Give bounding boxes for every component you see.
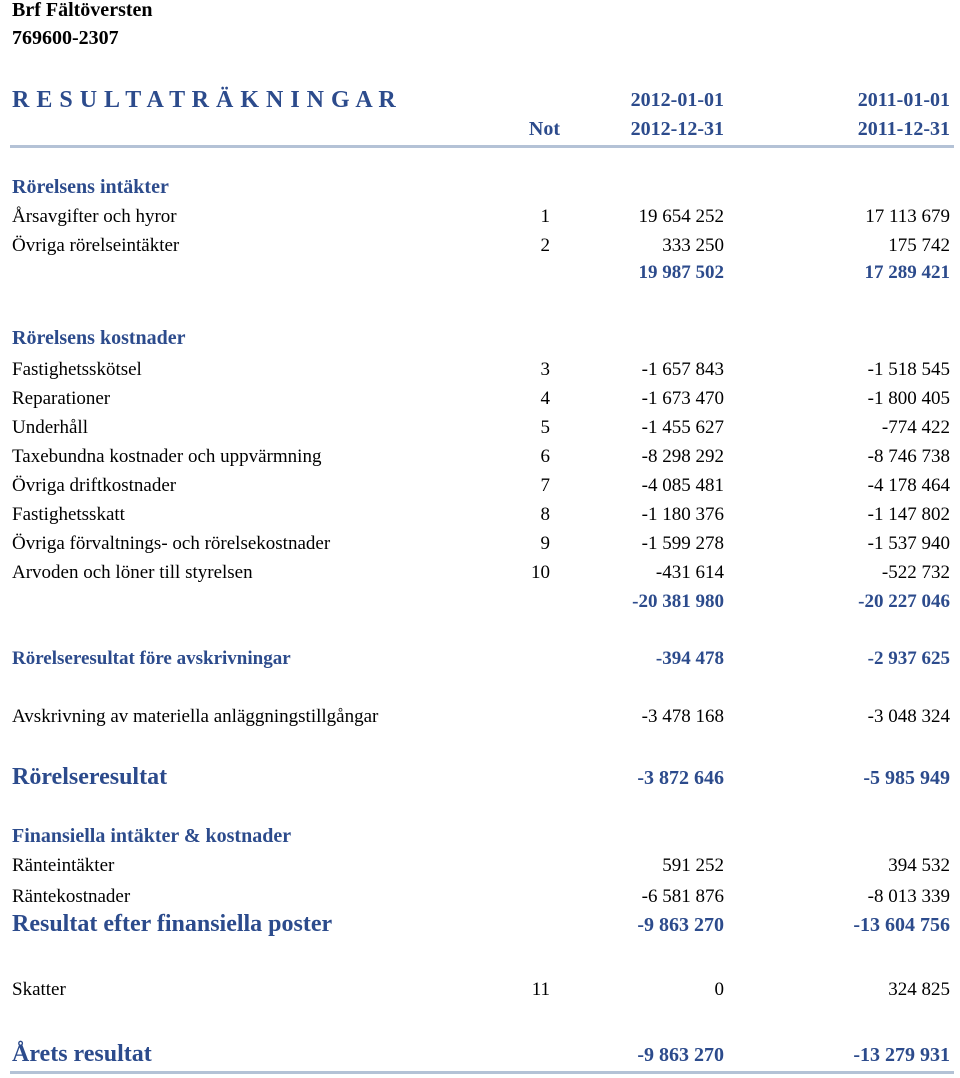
row-note: 4 bbox=[540, 388, 550, 409]
row-label: Taxebundna kostnader och uppvärmning bbox=[12, 446, 322, 467]
cost-total-2012: -20 381 980 bbox=[632, 591, 724, 612]
cost-row bbox=[0, 417, 960, 443]
row-label: Rörelseresultat bbox=[12, 764, 168, 790]
cost-total-row bbox=[0, 591, 960, 617]
row-note: 1 bbox=[540, 206, 550, 227]
organization-name: Brf Fältöversten bbox=[12, 0, 153, 21]
cost-row bbox=[0, 475, 960, 501]
income-row bbox=[0, 206, 960, 232]
year-result-row bbox=[0, 1041, 960, 1067]
row-label: Fastighetsskatt bbox=[12, 504, 125, 525]
row-value-2012: -9 863 270 bbox=[637, 1044, 724, 1066]
depreciation-row bbox=[0, 706, 960, 732]
row-label: Avskrivning av materiella anläggningstillgångar bbox=[12, 706, 379, 727]
row-value-2012: 333 250 bbox=[662, 235, 724, 256]
row-value-2012: -8 298 292 bbox=[641, 446, 724, 467]
row-value-2011: -13 279 931 bbox=[853, 1044, 950, 1066]
row-value-2012: -3 478 168 bbox=[641, 706, 724, 727]
row-label: Årsavgifter och hyror bbox=[12, 206, 177, 227]
row-note: 11 bbox=[531, 979, 550, 1000]
row-label: Skatter bbox=[12, 979, 66, 1000]
row-value-2012: -1 455 627 bbox=[641, 417, 724, 438]
row-value-2011: -1 537 940 bbox=[867, 533, 950, 554]
row-value-2011: -13 604 756 bbox=[853, 914, 950, 936]
row-label: Arvoden och löner till styrelsen bbox=[12, 562, 253, 583]
cost-row bbox=[0, 533, 960, 559]
row-label: Resultat efter finansiella poster bbox=[12, 911, 333, 937]
period1-start-header: 2012-01-01 bbox=[630, 89, 724, 111]
cost-row bbox=[0, 504, 960, 530]
row-value-2011: 175 742 bbox=[888, 235, 950, 256]
row-value-2012: -9 863 270 bbox=[637, 914, 724, 936]
row-value-2011: -8 746 738 bbox=[867, 446, 950, 467]
row-label: Underhåll bbox=[12, 417, 88, 438]
cost-row bbox=[0, 359, 960, 385]
pre-depreciation-row bbox=[0, 648, 960, 674]
row-value-2012: -3 872 646 bbox=[637, 767, 724, 789]
row-value-2011: -1 800 405 bbox=[867, 388, 950, 409]
row-value-2012: -1 180 376 bbox=[641, 504, 724, 525]
row-value-2012: -394 478 bbox=[655, 648, 724, 669]
row-value-2011: -2 937 625 bbox=[867, 648, 950, 669]
financial-row bbox=[0, 855, 960, 881]
income-row bbox=[0, 235, 960, 261]
row-value-2012: -431 614 bbox=[655, 562, 724, 583]
row-note: 8 bbox=[540, 504, 550, 525]
row-value-2012: -1 673 470 bbox=[641, 388, 724, 409]
note-header: Not bbox=[528, 118, 560, 140]
cost-total-2011: -20 227 046 bbox=[858, 591, 950, 612]
row-value-2012: -4 085 481 bbox=[641, 475, 724, 496]
taxes-row bbox=[0, 979, 960, 1005]
income-total-row bbox=[0, 262, 960, 288]
page-title: R E S U L T A T R Ä K N I N G A R bbox=[12, 87, 397, 113]
period2-end-header: 2011-12-31 bbox=[857, 118, 950, 140]
row-value-2011: -1 518 545 bbox=[867, 359, 950, 380]
row-note: 7 bbox=[540, 475, 550, 496]
row-value-2012: -6 581 876 bbox=[641, 886, 724, 907]
row-value-2011: -5 985 949 bbox=[863, 767, 950, 789]
footer-divider bbox=[10, 1071, 954, 1074]
operating-result-row bbox=[0, 764, 960, 790]
period2-start-header: 2011-01-01 bbox=[857, 89, 950, 111]
row-note: 10 bbox=[531, 562, 550, 583]
row-label: Årets resultat bbox=[12, 1041, 152, 1067]
costs-section-heading: Rörelsens kostnader bbox=[12, 327, 186, 349]
cost-row bbox=[0, 388, 960, 414]
row-note: 6 bbox=[540, 446, 550, 467]
row-value-2011: -1 147 802 bbox=[867, 504, 950, 525]
income-total-2012: 19 987 502 bbox=[638, 262, 724, 283]
row-value-2011: -3 048 324 bbox=[867, 706, 950, 727]
row-value-2011: -522 732 bbox=[881, 562, 950, 583]
income-section-heading: Rörelsens intäkter bbox=[12, 176, 169, 198]
row-value-2012: -1 657 843 bbox=[641, 359, 724, 380]
income-total-2011: 17 289 421 bbox=[864, 262, 950, 283]
after-financial-row bbox=[0, 911, 960, 937]
row-value-2012: -1 599 278 bbox=[641, 533, 724, 554]
cost-row bbox=[0, 562, 960, 588]
row-label: Ränteintäkter bbox=[12, 855, 115, 876]
row-label: Övriga rörelseintäkter bbox=[12, 235, 180, 256]
row-value-2012: 591 252 bbox=[662, 855, 724, 876]
row-label: Rörelseresultat före avskrivningar bbox=[12, 648, 291, 669]
financial-section-heading: Finansiella intäkter & kostnader bbox=[12, 825, 292, 847]
row-note: 9 bbox=[540, 533, 550, 554]
organization-number: 769600-2307 bbox=[12, 27, 119, 49]
row-label: Räntekostnader bbox=[12, 886, 131, 907]
row-note: 2 bbox=[540, 235, 550, 256]
period1-end-header: 2012-12-31 bbox=[630, 118, 724, 140]
row-note: 3 bbox=[540, 359, 550, 380]
row-value-2011: -4 178 464 bbox=[867, 475, 950, 496]
row-value-2011: 17 113 679 bbox=[865, 206, 950, 227]
row-value-2011: 394 532 bbox=[888, 855, 950, 876]
row-label: Övriga driftkostnader bbox=[12, 475, 177, 496]
header-divider bbox=[10, 145, 954, 148]
row-note: 5 bbox=[540, 417, 550, 438]
row-label: Övriga förvaltnings- och rörelsekostnader bbox=[12, 533, 331, 554]
row-label: Reparationer bbox=[12, 388, 111, 409]
row-value-2012: 0 bbox=[714, 979, 724, 1000]
row-value-2011: 324 825 bbox=[888, 979, 950, 1000]
cost-row bbox=[0, 446, 960, 472]
row-value-2011: -8 013 339 bbox=[867, 886, 950, 907]
row-value-2012: 19 654 252 bbox=[638, 206, 724, 227]
row-value-2011: -774 422 bbox=[881, 417, 950, 438]
row-label: Fastighetsskötsel bbox=[12, 359, 142, 380]
financial-row bbox=[0, 886, 960, 912]
